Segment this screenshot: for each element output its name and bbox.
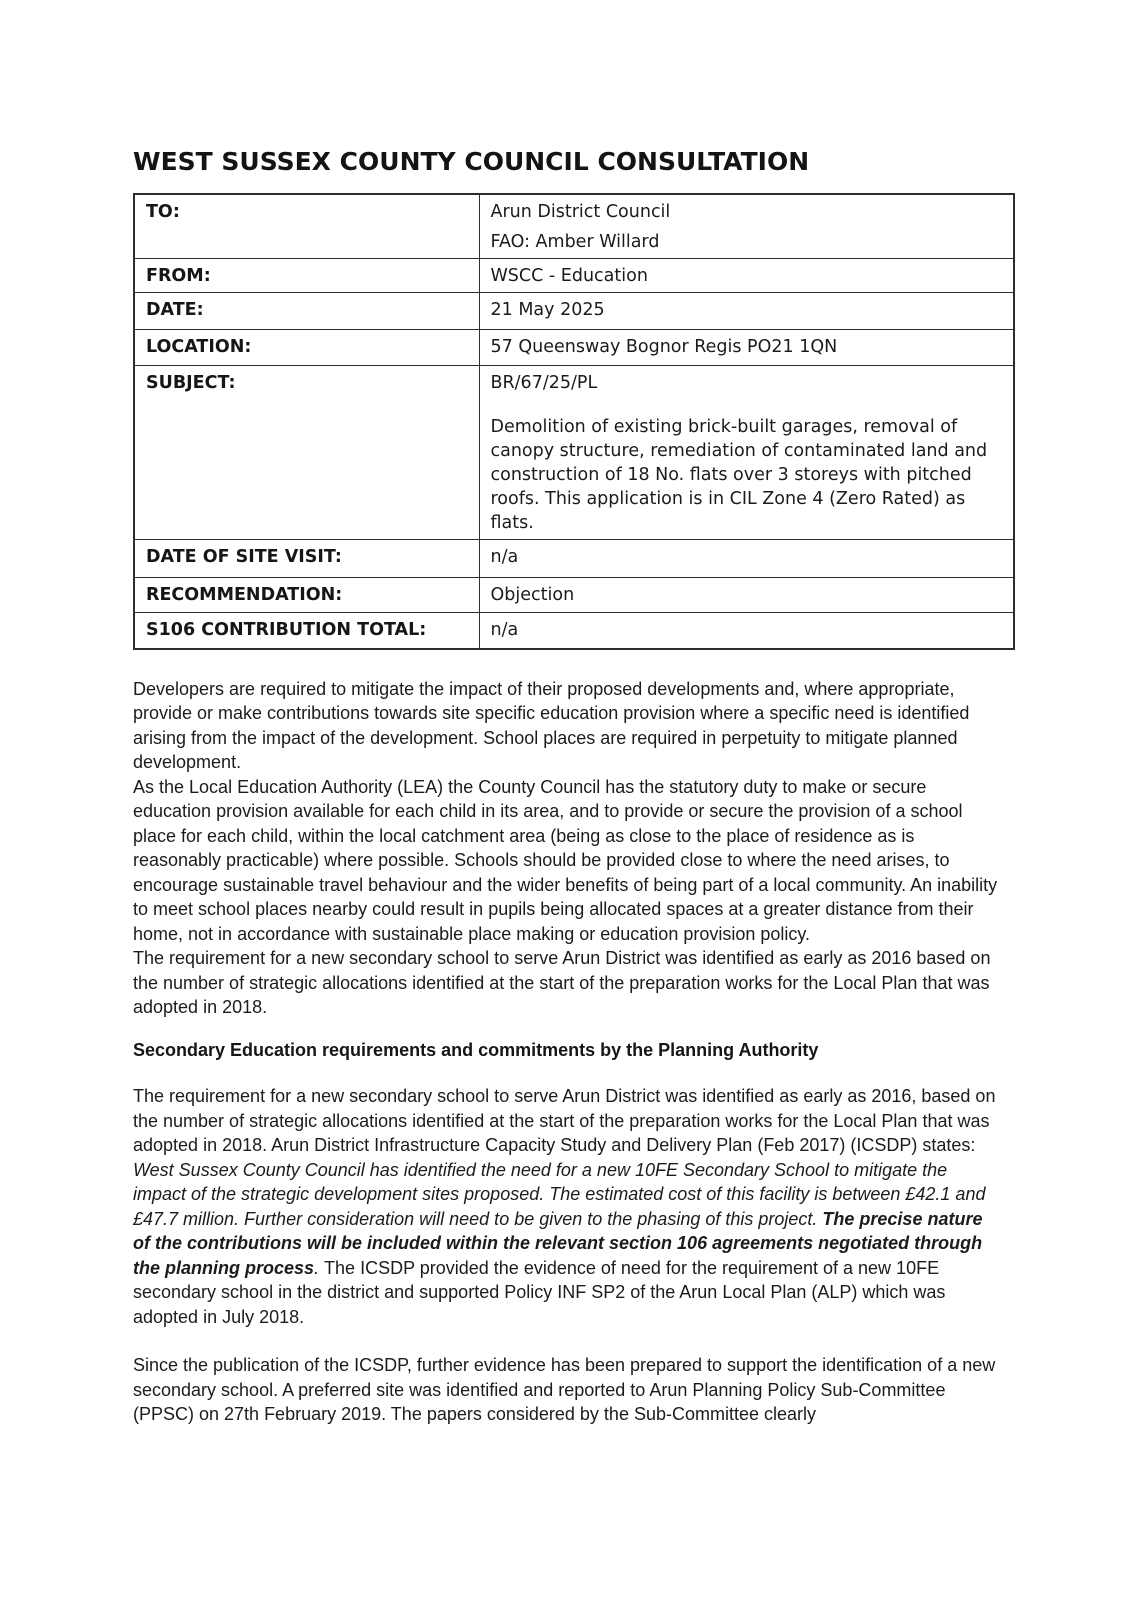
table-row-to bbox=[134, 194, 1014, 259]
row-value-date bbox=[479, 293, 1014, 330]
section-heading-secondary-education: Secondary Education requirements and commitments by the Planning Authority bbox=[133, 1039, 819, 1060]
icsdp-quote-bold-italic: The precise nature of the contributions will be included within the relevant section 106 agreements negotiated through the planning process bbox=[133, 1208, 983, 1278]
row-label-site-visit: DATE OF SITE VISIT: bbox=[134, 540, 479, 578]
row-label-location: LOCATION: bbox=[134, 330, 479, 366]
to-line-2: FAO: Amber Willard bbox=[490, 232, 660, 252]
to-line-1: Arun District Council bbox=[490, 202, 671, 222]
icsdp-quote-italic: West Sussex County Council has identified the need for a new 10FE Secondary School to mitigate the impact of the strategic development sites proposed. The estimated cost of this facility is between £42.1 and £47.7 million. Further consideration will need to be given to the phasing of this project. bbox=[133, 1159, 986, 1229]
icsdp-regular-2: The ICSDP provided the evidence of need for the requirement of a new 10FE secondary school in the district and supported Policy INF SP2 of the Arun Local Plan (ALP) which was adopted in July 2018. bbox=[133, 1257, 946, 1327]
row-value-from bbox=[479, 259, 1014, 293]
row-label-date: DATE: bbox=[134, 293, 479, 330]
table-row-location bbox=[134, 330, 1014, 366]
paragraph-icsdp bbox=[133, 1084, 1003, 1329]
row-value-site-visit bbox=[479, 540, 1014, 578]
icsdp-quote-period: . bbox=[314, 1257, 325, 1278]
paragraph-new-school-2016: The requirement for a new secondary school to serve Arun District was identified as early as 2016 based on the number of strategic allocations identified at the start of the preparation works for the Local Plan that was adopted in 2018. bbox=[133, 948, 991, 1017]
table-row-site-visit bbox=[134, 540, 1014, 578]
paragraph-lea-duty: As the Local Education Authority (LEA) the County Council has the statutory duty to make or secure education provision available for each child in its area, and to provide or secure the provision of a school place for each child, within the local catchment area (being as close to the place of residence as is reasonably practicable) where possible. Schools should be provided close to where the need arises, to encourage sustainable travel behaviour and the wider benefits of being part of a local community. An inability to meet school places nearby could result in pupils being allocated spaces at a greater distance from their home, not in accordance with sustainable place making or education provision policy. bbox=[133, 776, 998, 944]
icsdp-regular-1: The requirement for a new secondary school to serve Arun District was identified as early as 2016, based on the number of strategic allocations identified at the start of the preparation works for the Local Plan that was adopted in 2018. Arun District Infrastructure Capacity Study and Delivery Plan (Feb 2017) (ICSDP) states: bbox=[133, 1086, 996, 1155]
site-visit-line: n/a bbox=[490, 547, 519, 567]
table-row-date bbox=[134, 293, 1014, 330]
row-label-to: TO: bbox=[134, 194, 479, 259]
row-label-recommendation: RECOMMENDATION: bbox=[134, 578, 479, 613]
row-label-subject: SUBJECT: bbox=[134, 366, 479, 540]
date-line: 21 May 2025 bbox=[490, 300, 605, 320]
paragraph-developers: Developers are required to mitigate the impact of their proposed developments and, where appropriate, provide or make contributions towards site specific education provision where a specific need is identified arising from the impact of the development. School places are required in perpetuity to mitigate planned development. bbox=[133, 678, 970, 772]
recommendation-line: Objection bbox=[490, 585, 575, 605]
body-text bbox=[133, 677, 1003, 1427]
paragraph-since-publication: Since the publication of the ICSDP, further evidence has been prepared to support the identification of a new secondary school. A preferred site was identified and reported to Arun Planning Policy Sub-Committee (PPSC) on 27th February 2019. The papers considered by the Sub-Committee clearly bbox=[133, 1355, 996, 1424]
row-value-to bbox=[479, 194, 1014, 259]
subject-description: Demolition of existing brick-built garages, removal of canopy structure, remediation of contaminated land and construction of 18 No. flats over 3 storeys with pitched roofs. This application is in CIL Zone 4 (Zero Rated) as flats. bbox=[490, 417, 988, 533]
table-row-from bbox=[134, 259, 1014, 293]
row-value-subject bbox=[479, 366, 1014, 540]
subject-reference: BR/67/25/PL bbox=[490, 373, 598, 393]
from-line: WSCC - Education bbox=[490, 266, 648, 286]
row-label-s106-total: S106 CONTRIBUTION TOTAL: bbox=[134, 613, 479, 649]
row-value-location bbox=[479, 330, 1014, 366]
consultation-info-table bbox=[133, 193, 1015, 650]
row-value-s106-total bbox=[479, 613, 1014, 649]
table-row-s106-total bbox=[134, 613, 1014, 649]
s106-total-line: n/a bbox=[490, 620, 519, 640]
table-row-subject bbox=[134, 366, 1014, 540]
row-value-recommendation bbox=[479, 578, 1014, 613]
page-title: WEST SUSSEX COUNTY COUNCIL CONSULTATION bbox=[133, 147, 810, 176]
row-label-from: FROM: bbox=[134, 259, 479, 293]
location-line: 57 Queensway Bognor Regis PO21 1QN bbox=[490, 337, 838, 357]
table-row-recommendation bbox=[134, 578, 1014, 613]
